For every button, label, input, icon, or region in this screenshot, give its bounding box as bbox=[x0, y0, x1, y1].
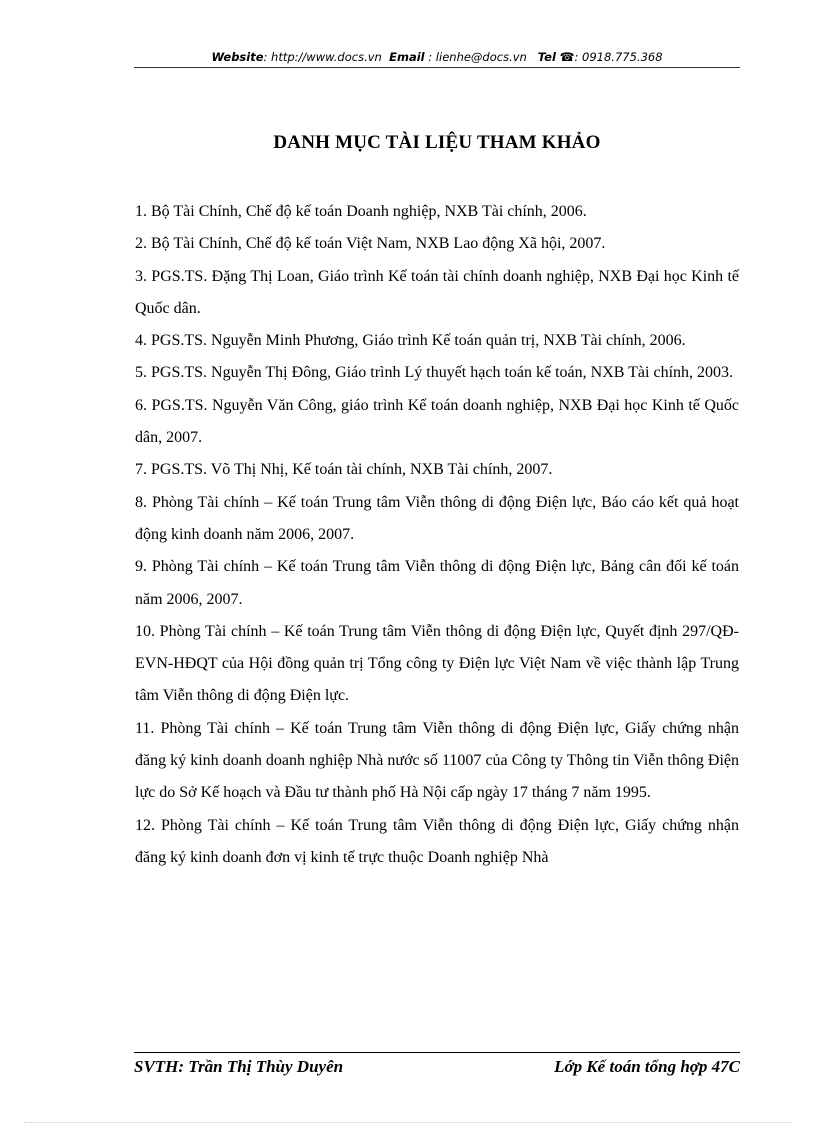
website-url[interactable]: : http://www.docs.vn bbox=[263, 50, 382, 64]
reference-item: 4. PGS.TS. Nguyễn Minh Phương, Giáo trình Kế toán quản trị, NXB Tài chính, 2006. bbox=[135, 332, 686, 350]
reference-item: 9. Phòng Tài chính – Kế toán Trung tâm Viễn thông di động Điện lực, Bảng cân đối kế toán năm 2006, 2007. bbox=[135, 558, 739, 608]
footer-student-name: SVTH: Trần Thị Thùy Duyên bbox=[134, 1057, 344, 1076]
reference-item: 10. Phòng Tài chính – Kế toán Trung tâm Viễn thông di động Điện lực, Quyết định 297/QĐ-EVN-HĐQT của Hội đồng quản trị Tổng công ty Điện lực Việt Nam về việc thành lập Trung tâm Viễn thông di động Điện lực. bbox=[135, 622, 739, 705]
website-label: Website bbox=[211, 50, 264, 64]
reference-item: 5. PGS.TS. Nguyễn Thị Đông, Giáo trình Lý thuyết hạch toán kế toán, NXB Tài chính, 2003. bbox=[135, 364, 734, 382]
phone-icon: ☎ bbox=[559, 50, 575, 64]
reference-item: 3. PGS.TS. Đặng Thị Loan, Giáo trình Kế toán tài chính doanh nghiệp, NXB Đại học Kinh tế Quốc dân. bbox=[135, 267, 739, 317]
tel-number: : 0918.775.368 bbox=[574, 50, 663, 64]
reference-item: 2. Bộ Tài Chính, Chế độ kế toán Việt Nam, NXB Lao động Xã hội, 2007. bbox=[135, 235, 606, 253]
page-header bbox=[134, 47, 740, 68]
email-address[interactable]: : lienhe@docs.vn bbox=[424, 50, 527, 64]
email-label: Email bbox=[389, 50, 425, 64]
page-title: DANH MỤC TÀI LIỆU THAM KHẢO bbox=[273, 132, 601, 153]
reference-item: 12. Phòng Tài chính – Kế toán Trung tâm Viễn thông di động Điện lực, Giấy chứng nhận đăng ký kinh doanh đơn vị kinh tế trực thuộc Doanh nghiệp Nhà bbox=[135, 816, 739, 866]
tel-label: Tel bbox=[537, 50, 556, 64]
reference-item: 7. PGS.TS. Võ Thị Nhị, Kế toán tài chính, NXB Tài chính, 2007. bbox=[135, 461, 553, 479]
footer-class-name: Lớp Kế toán tổng hợp 47C bbox=[554, 1057, 740, 1076]
reference-list bbox=[135, 196, 739, 874]
reference-item: 6. PGS.TS. Nguyễn Văn Công, giáo trình Kế toán doanh nghiệp, NXB Đại học Kinh tế Quốc dân, 2007. bbox=[135, 396, 739, 447]
reference-item: 8. Phòng Tài chính – Kế toán Trung tâm Viễn thông di động Điện lực, Báo cáo kết quả hoạt động kinh doanh năm 2006, 2007. bbox=[135, 493, 739, 543]
reference-item: 1. Bộ Tài Chính, Chế độ kế toán Doanh nghiệp, NXB Tài chính, 2006. bbox=[135, 203, 587, 220]
footer-divider bbox=[134, 1052, 740, 1053]
page-footer bbox=[134, 1056, 740, 1078]
reference-item: 11. Phòng Tài chính – Kế toán Trung tâm Viễn thông di động Điện lực, Giấy chứng nhận đăng ký kinh doanh doanh nghiệp Nhà nước số 11007 của Công ty Thông tin Viễn thông Điện lực do Sở Kế hoạch và Đầu tư thành phố Hà Nội cấp ngày 17 tháng 7 năm 1995. bbox=[135, 719, 739, 802]
